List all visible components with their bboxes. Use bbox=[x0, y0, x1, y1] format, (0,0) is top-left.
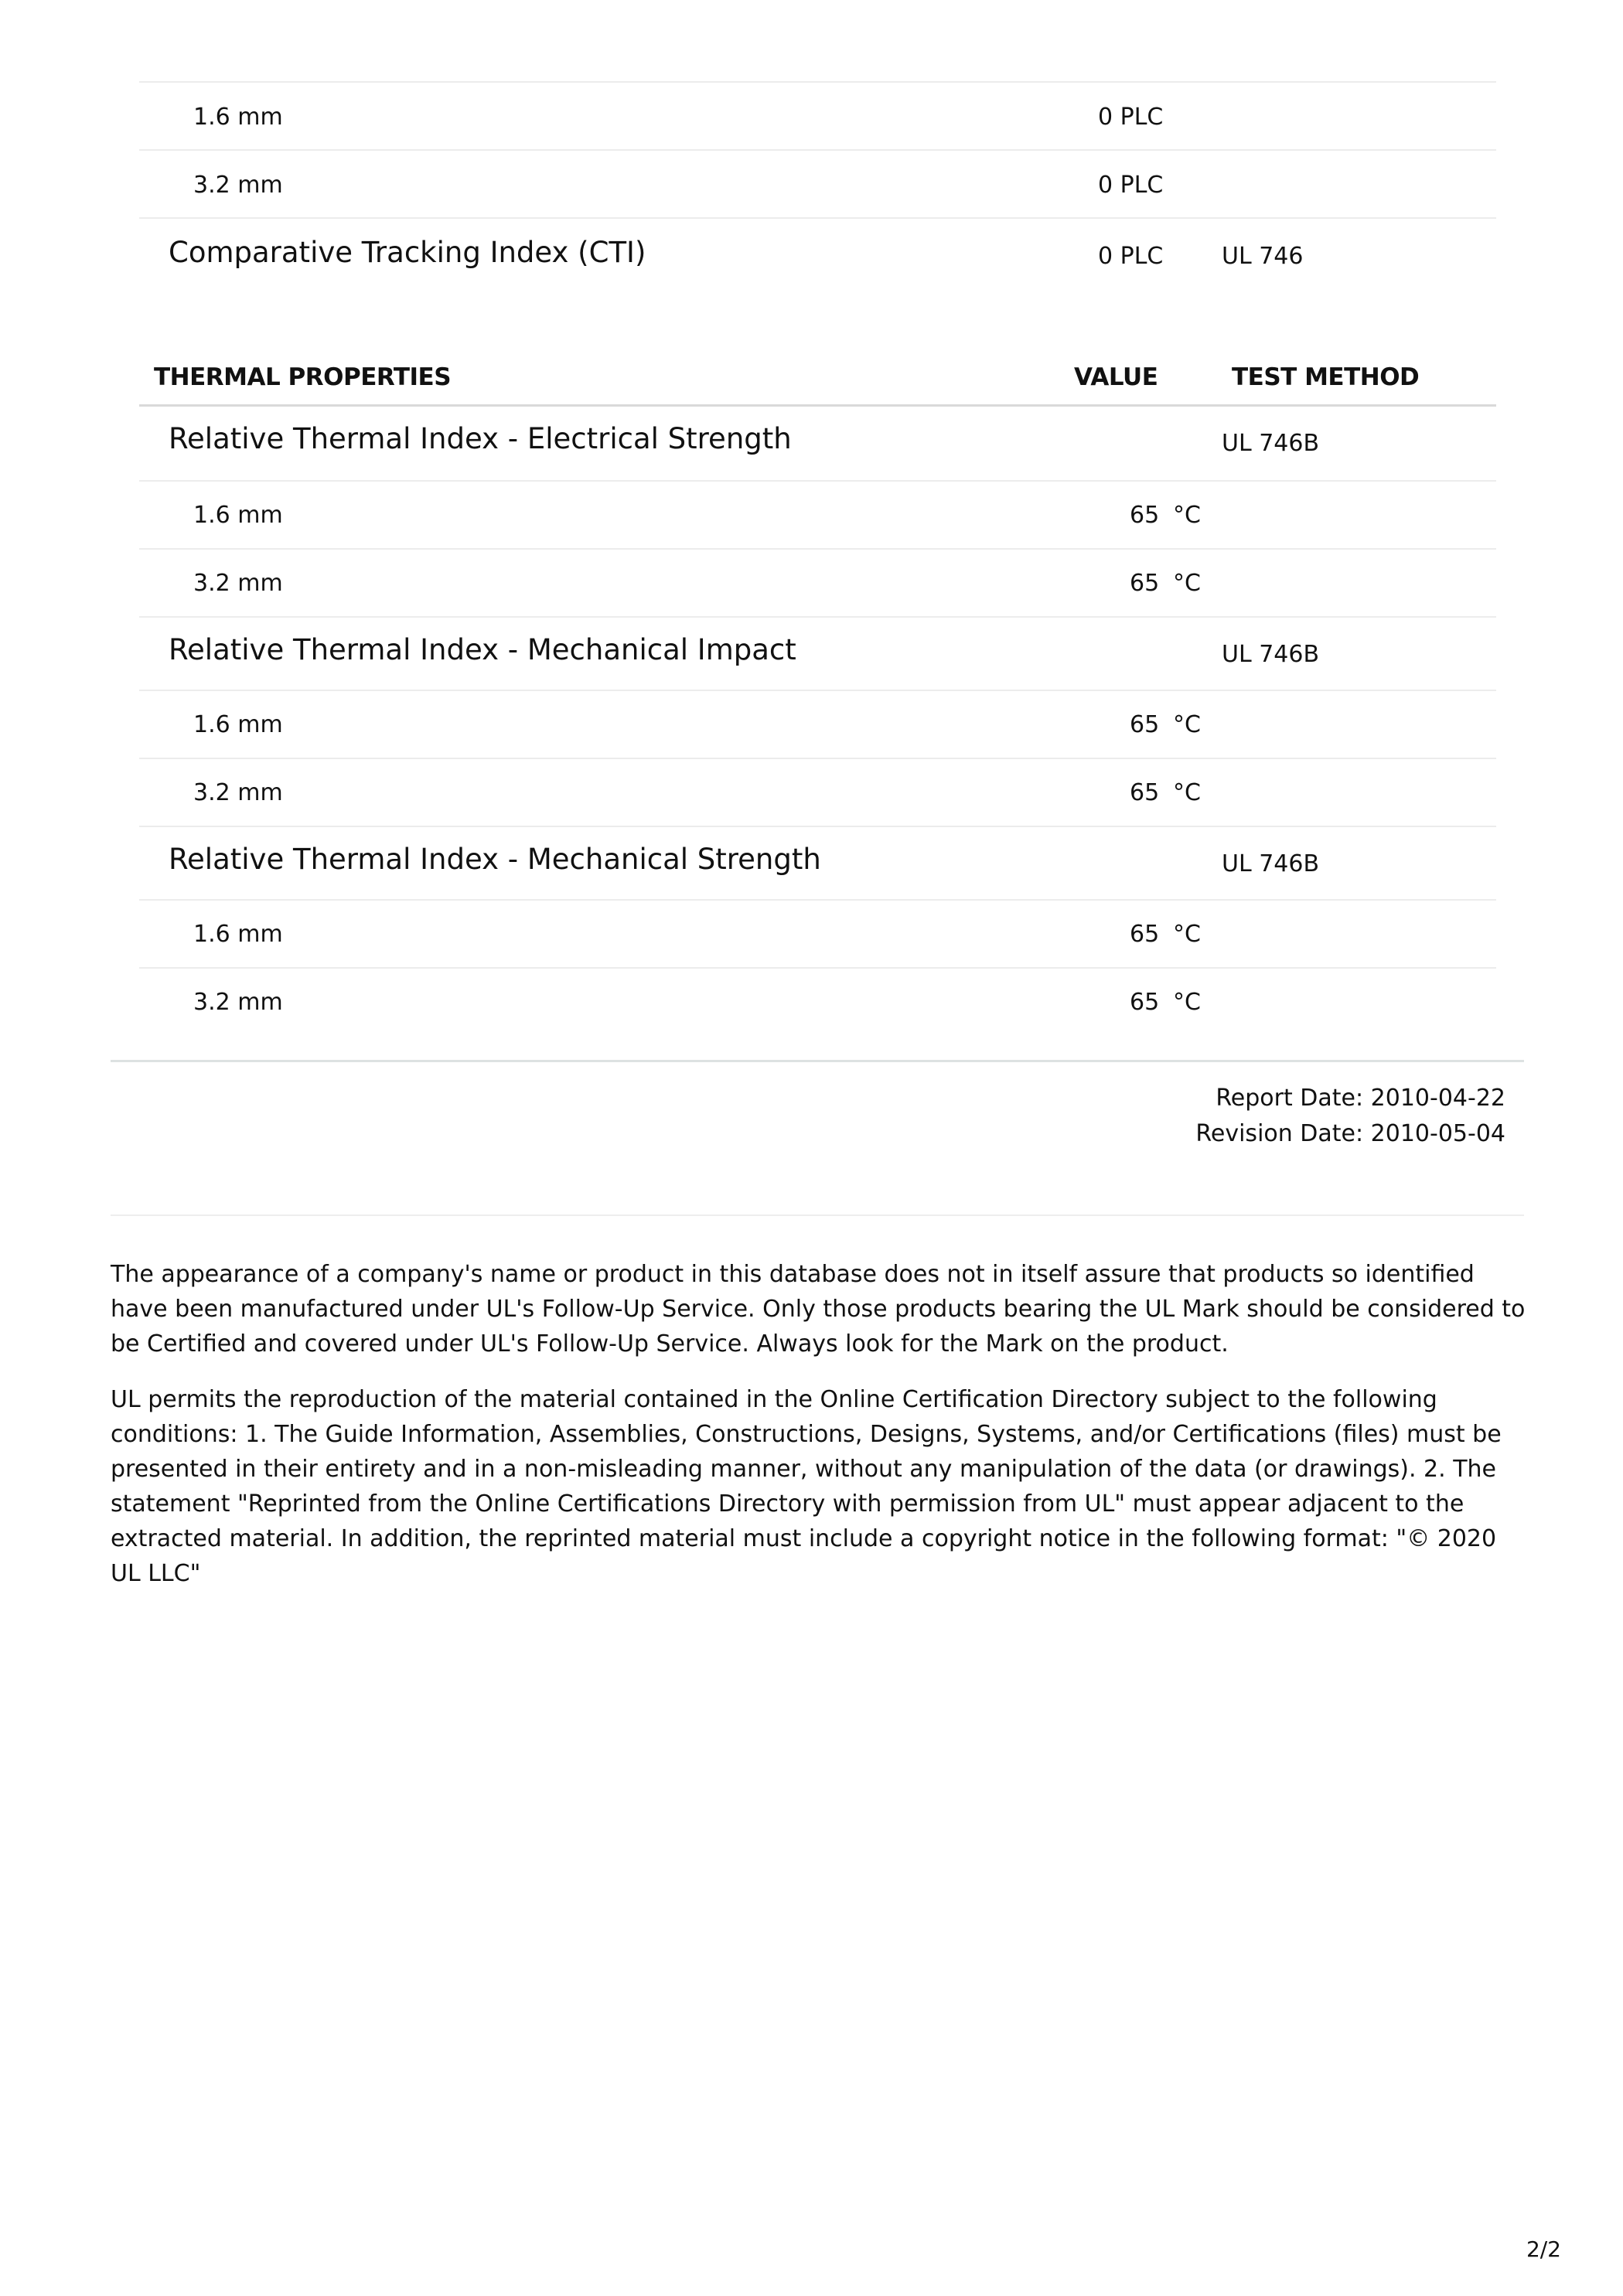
cti-method: UL 746 bbox=[1222, 243, 1304, 270]
cti-label: Comparative Tracking Index (CTI) bbox=[169, 236, 646, 269]
table-row bbox=[139, 81, 1496, 151]
row-value: 0 PLC bbox=[1098, 104, 1164, 131]
table-row bbox=[139, 690, 1496, 759]
section-divider bbox=[111, 1214, 1524, 1216]
table-row bbox=[139, 758, 1496, 827]
row-label: 3.2 mm bbox=[193, 570, 283, 597]
table-row bbox=[139, 548, 1496, 618]
row-unit: °C bbox=[1173, 570, 1201, 597]
row-label: 3.2 mm bbox=[193, 172, 283, 199]
row-value: 65 bbox=[1130, 989, 1160, 1016]
table-row bbox=[139, 149, 1496, 219]
row-label: 1.6 mm bbox=[193, 502, 283, 529]
row-label: 1.6 mm bbox=[193, 711, 283, 738]
report-date: Report Date: 2010-04-22 bbox=[1216, 1085, 1505, 1112]
disclaimer-paragraph-1: The appearance of a company's name or product in this database does not in itself assure that products so identified have been manufactured under UL's Follow-Up Service. Only those products bearing the UL Mark should be considered to be Certified and covered under UL's Follow-Up Service. Always look for the Mark on the product. bbox=[111, 1261, 1526, 1358]
group-method: UL 746B bbox=[1222, 430, 1320, 457]
row-value: 65 bbox=[1130, 711, 1160, 738]
section-divider bbox=[111, 1060, 1524, 1062]
row-label: 3.2 mm bbox=[193, 779, 283, 806]
row-value: 65 bbox=[1130, 779, 1160, 806]
group-method: UL 746B bbox=[1222, 850, 1320, 877]
revision-date: Revision Date: 2010-05-04 bbox=[1195, 1120, 1505, 1147]
disclaimer-paragraph-2: UL permits the reproduction of the material contained in the Online Certification Directory subject to the following conditions: 1. The Guide Information, Assemblies, Constructions, Designs, Systems, and/or Certifications (files) must be presented in their entirety and in a non-misleading manner, without any manipulation of the data (or drawings). 2. The statement "Reprinted from the Online Certifications Directory with permission from UL" must appear adjacent to the extracted material. In addition, the reprinted material must include a copyright notice in the following format: "© 2020 UL LLC" bbox=[111, 1386, 1502, 1587]
thermal-header-value: VALUE bbox=[1074, 363, 1158, 391]
row-value: 65 bbox=[1130, 502, 1160, 529]
row-label: 1.6 mm bbox=[193, 921, 283, 948]
row-unit: °C bbox=[1173, 711, 1201, 738]
row-unit: °C bbox=[1173, 502, 1201, 529]
row-label: 1.6 mm bbox=[193, 104, 283, 131]
page-number: 2/2 bbox=[1526, 2236, 1561, 2262]
table-group-row bbox=[139, 826, 1496, 901]
table-row bbox=[139, 967, 1496, 1037]
group-method: UL 746B bbox=[1222, 641, 1320, 668]
group-title: Relative Thermal Index - Mechanical Strength bbox=[169, 843, 821, 876]
table-group-row bbox=[139, 407, 1496, 480]
row-label: 3.2 mm bbox=[193, 989, 283, 1016]
row-unit: °C bbox=[1173, 779, 1201, 806]
table-row bbox=[139, 480, 1496, 550]
row-value: 0 PLC bbox=[1098, 172, 1164, 199]
row-unit: °C bbox=[1173, 989, 1201, 1016]
row-value: 65 bbox=[1130, 921, 1160, 948]
row-unit: °C bbox=[1173, 921, 1201, 948]
table-row bbox=[139, 899, 1496, 969]
table-row bbox=[139, 217, 1496, 288]
table-group-row bbox=[139, 616, 1496, 691]
cti-value: 0 PLC bbox=[1098, 243, 1164, 270]
row-value: 65 bbox=[1130, 570, 1160, 597]
thermal-header-property: THERMAL PROPERTIES bbox=[154, 363, 452, 391]
group-title: Relative Thermal Index - Mechanical Impact bbox=[169, 633, 796, 666]
thermal-header-method: TEST METHOD bbox=[1232, 363, 1420, 391]
group-title: Relative Thermal Index - Electrical Strength bbox=[169, 422, 792, 455]
